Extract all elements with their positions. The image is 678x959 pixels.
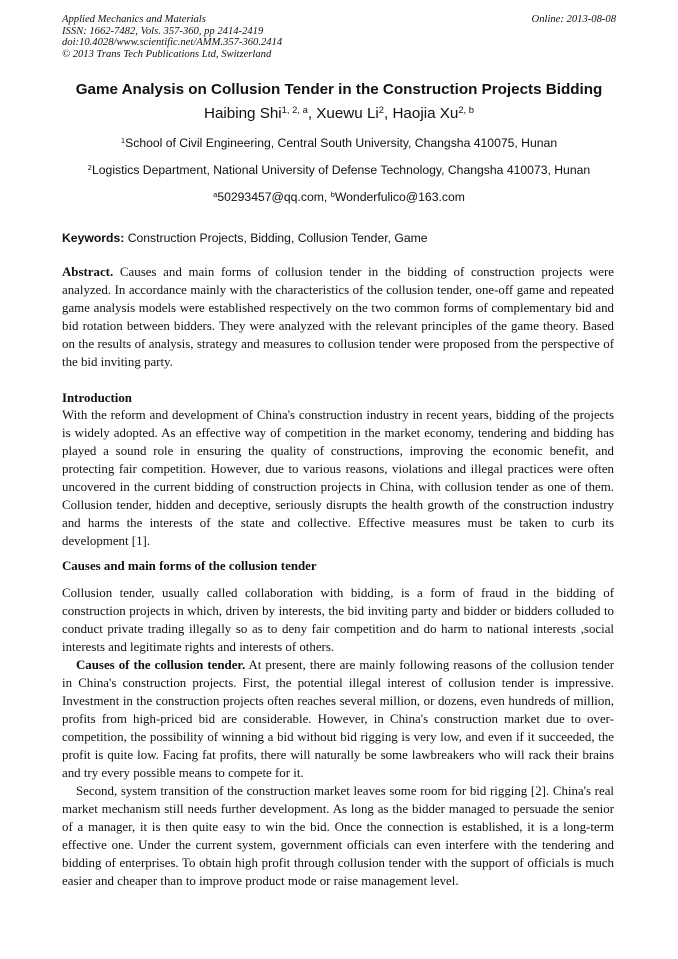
keywords-text: Construction Projects, Bidding, Collusion Tender, Game	[124, 231, 428, 245]
introduction-body	[62, 406, 614, 550]
issn-line: ISSN: 1662-7482, Vols. 357-360, pp 2414-2419	[62, 25, 264, 37]
affiliation-text: School of Civil Engineering, Central South University, Changsha 410075, Hunan	[125, 136, 558, 150]
journal-header	[62, 14, 616, 60]
email-sup: b	[330, 189, 335, 199]
journal-name: Applied Mechanics and Materials	[62, 14, 206, 25]
copyright-line: © 2013 Trans Tech Publications Ltd, Switzerland	[62, 48, 272, 60]
author-name: Haibing Shi	[203, 105, 282, 122]
affiliation-sup: 2	[87, 162, 92, 172]
affiliation-text: Logistics Department, National University of Defense Technology, Changsha 410073, Hunan	[92, 163, 591, 177]
author-sup: 1, 2, a	[281, 103, 308, 115]
author-sup: 2, b	[458, 103, 475, 115]
paper-title: Game Analysis on Collusion Tender in the Construction Projects Bidding	[75, 81, 603, 98]
introduction-paragraph: With the reform and development of China's construction industry in recent years, bidding of the projects is widely adopted. As an effective way of competition in the market economy, tendering and bidding has played a sound role in ensuring the quality of constructions, improving the economic benefit, and protecting fair competition. However, due to various reasons, violations and illegal practices were often uncovered in the current bidding of construction projects in China, with collusion tender as one of them. Collusion tender, hidden and deceptive, seriously disrupts the health growth of the construction industry and harms the interests of the state and collective. Effective measures must be taken to curb its development [1].	[62, 408, 614, 548]
introduction-heading: Introduction	[62, 391, 132, 405]
email-line	[0, 190, 678, 205]
email-sup: a	[213, 189, 218, 199]
online-date: Online: 2013-08-08	[531, 14, 616, 25]
affiliation-sup: 1	[120, 135, 126, 145]
abstract-label: Abstract.	[62, 265, 114, 279]
author-sup: 2	[378, 103, 384, 115]
keywords-label: Keywords:	[62, 231, 125, 245]
email-text: Wonderfulico@163.com	[334, 190, 465, 204]
causes-paragraph-2-text: At present, there are mainly following reasons of the collusion tender in China's construction projects. First, the potential illegal interest of collusion tender is impressive. Investment in the construction projects often reaches several million, or dozens, even hundreds of million, profits from high-priced bid are considerable. However, in China's construction market due to over-competition, the possibility of winning a bid without bid rigging is very low, and even if it succeeded, the profit is quite low. Facing fat profits, there will naturally be some lawbreakers who will rack their brains and try every possible means to compete for it.	[62, 658, 614, 780]
causes-subheading: Causes of the collusion tender.	[76, 658, 246, 672]
causes-paragraph-1: Collusion tender, usually called collaboration with bidding, is a form of fraud in the bidding of construction projects in which, driven by interests, the bid inviting party and bidder or bidders colluded to conduct private trading illegally so as to deny fair competition and do harm to national interests ,social interests and legitimate rights and interests of others.	[62, 586, 614, 654]
affiliation-1	[0, 136, 678, 151]
author-line: Haibing Shi$^{1, 2, a}$, Xuewu Li$^2$, Haojia Xu$^{2, b}$	[203, 103, 475, 122]
causes-paragraph-2	[62, 656, 614, 782]
abstract	[62, 263, 614, 371]
email-text: 50293457@qq.com,	[217, 190, 331, 204]
causes-body	[62, 584, 614, 890]
doi-line: doi:10.4028/www.scientific.net/AMM.357-360.2414	[62, 37, 283, 49]
causes-heading: Causes and main forms of the collusion tender	[62, 559, 317, 573]
author-name: Haojia Xu	[392, 105, 459, 122]
abstract-text: Causes and main forms of collusion tender in the bidding of construction projects were analyzed. In accordance mainly with the characteristics of the collusion tender, one-off game and repeated game analysis models were established respectively on the two common forms of complementary bid and bid rotation between bidders. They were analyzed with the relevant principles of the game theory. Based on the results of analysis, strategy and measures to collusion tender were proposed from the perspective of the bid inviting party.	[62, 265, 614, 369]
keywords	[62, 231, 428, 246]
causes-paragraph-3: Second, system transition of the construction market leaves some room for bid rigging [2]. China's real market mechanism still needs further development. As long as the bidder managed to persuade the senior of a manager, it is then quite easy to win the bid. Once the connection is established, it is a long-term effective one. Under the current system, government officials can even interfere with the tendering and bidding of enterprises. To obtain high profit through collusion tender with the support of officials is much easier and cheaper than to improve product mode or raise management level.	[62, 784, 614, 888]
author-name: Xuewu Li	[316, 105, 379, 122]
affiliation-2	[0, 163, 678, 178]
